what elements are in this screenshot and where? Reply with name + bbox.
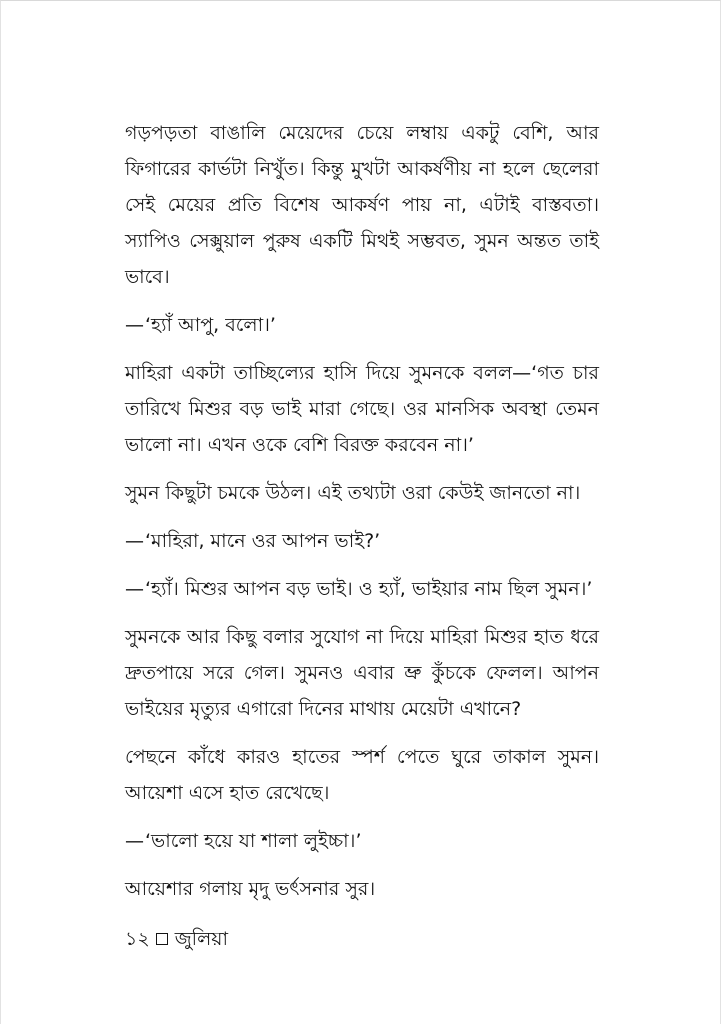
paragraph: মাহিরা একটা তাচ্ছিল্যের হাসি দিয়ে সুমনকে বলল—‘গত চার তারিখে মিশুর বড় ভাই মারা গেছে। ওর মানসিক অবস্থা তেমন ভালো না। এখন ওকে বেশি বিরক্ত করবেন না।’ (125, 362, 599, 456)
paragraph: সুমনকে আর কিছু বলার সুযোগ না দিয়ে মাহিরা মিশুর হাত ধরে দ্রুতপায়ে সরে গেল। সুমনও এবার ভ্রু কুঁচকে ফেলল। আপন ভাইয়ের মৃত্যুর এগারো দিনের মাথায় মেয়েটা এখানে? (125, 626, 599, 720)
page-footer (125, 926, 228, 952)
dialog-line (125, 823, 599, 859)
dialog-text: ‘হ্যাঁ আপু, বলো।’ (145, 314, 276, 336)
dialog-line (125, 571, 599, 607)
dialog-text: ‘হ্যাঁ। মিশুর আপন বড় ভাই। ও হ্যাঁ, ভাইয়ার নাম ছিল সুমন।’ (145, 578, 593, 600)
page-body (125, 115, 599, 907)
dialog-text: ‘ভালো হয়ে যা শালা লুইচ্চা।’ (145, 830, 362, 852)
dialog-dash: — (125, 530, 144, 552)
paragraph: পেছনে কাঁধে কারও হাতের স্পর্শ পেতে ঘুরে তাকাল সুমন। আয়েশা এসে হাত রেখেছে। (125, 746, 599, 804)
paragraph: সুমন কিছুটা চমকে উঠল। এই তথ্যটা ওরা কেউই জানতো না। (125, 482, 581, 504)
dialog-dash: — (125, 578, 144, 600)
square-outline-icon (156, 933, 168, 945)
dialog-dash: — (125, 830, 144, 852)
dialog-text: ‘মাহিরা, মানে ওর আপন ভাই?’ (145, 530, 381, 552)
paragraph: গড়পড়তা বাঙালি মেয়েদের চেয়ে লম্বায় একটু বেশি, আর ফিগারের কার্ভটা নিখুঁত। কিন্তু মুখটা আকর্ষণীয় না হলে ছেলেরা সেই মেয়ের প্রতি বিশেষ আকর্ষণ পায় না, এটাই বাস্তবতা। স্যাপিও সেক্সুয়াল পুরুষ একটি মিথই সম্ভবত, সুমন অন্তত তাই ভাবে। (125, 122, 599, 288)
dialog-line (125, 307, 599, 343)
dialog-dash: — (125, 314, 144, 336)
paragraph: আয়েশার গলায় মৃদু ভর্ৎসনার সুর। (125, 878, 376, 900)
dialog-line (125, 523, 599, 559)
book-title: জুলিয়া (174, 928, 228, 950)
page-number: ১২ (125, 928, 150, 950)
